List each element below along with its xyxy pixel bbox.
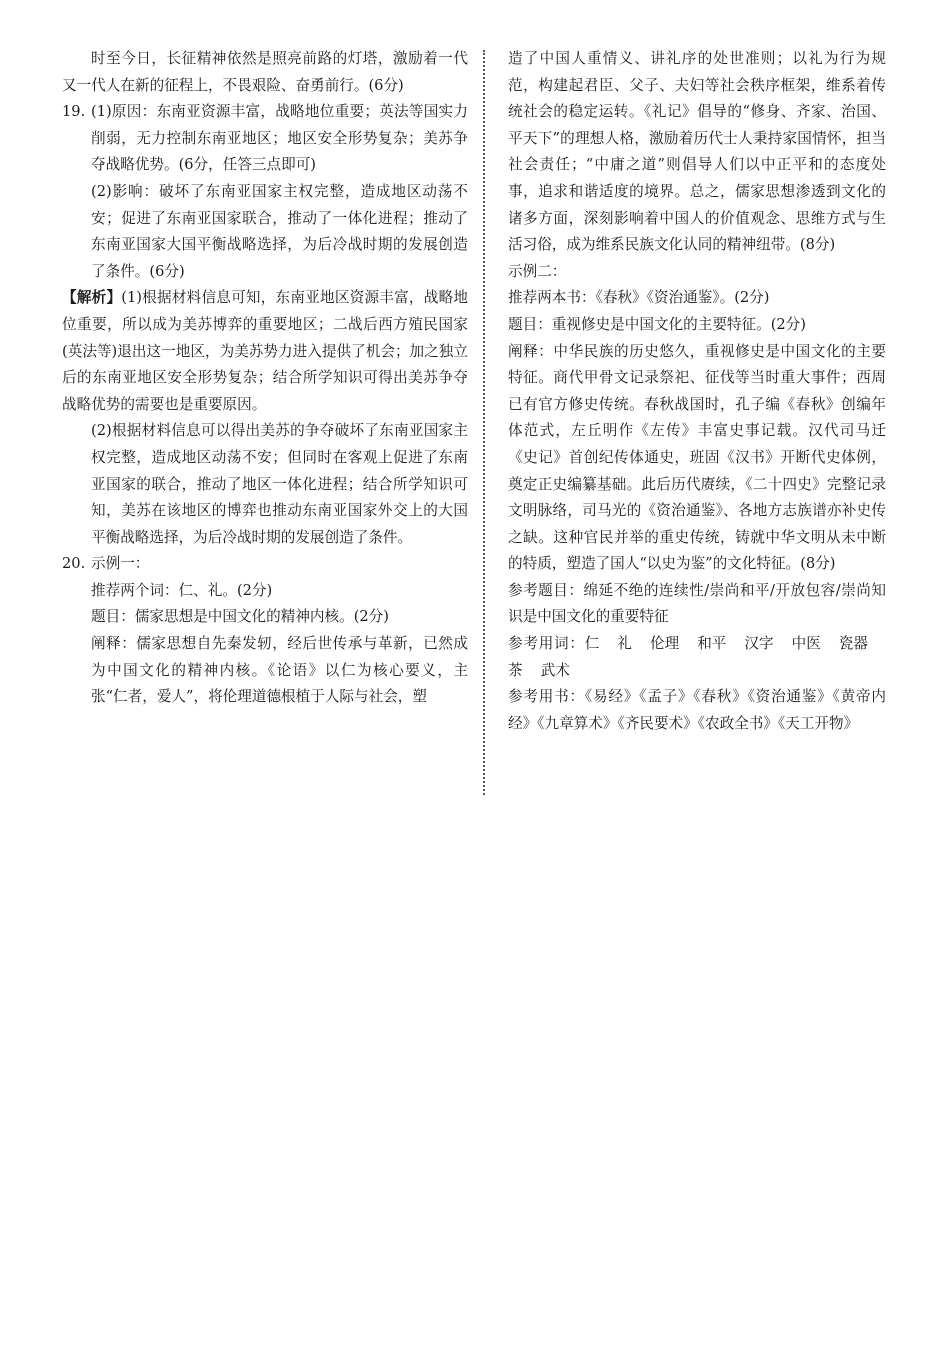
q20-reference-books: 参考用书：《易经》《孟子》《春秋》《资治通鉴》《黄帝内经》《九章算术》《齐民要术》《农政全书》《天工开物》 — [508, 688, 886, 732]
q20-recommended-words: 推荐两个词：仁、礼。(2分) — [91, 581, 273, 599]
q20-number: 20. — [62, 555, 86, 573]
q19-number: 19. — [62, 103, 86, 121]
q19-part1-text: (1)原因：东南亚资源丰富，战略地位重要；英法等国实力削弱，无力控制东南亚地区；地区安全形势复杂；美苏争夺战略优势。(6分，任答三点即可) — [91, 103, 468, 174]
q18-conclusion: 时至今日，长征精神依然是照亮前路的灯塔，激励着一代又一代人在新的征程上，不畏艰险、奋勇前行。(6分) — [62, 50, 468, 94]
reference-word: 和平 — [697, 635, 727, 653]
right-column — [508, 46, 886, 737]
q19-part2: (2)影响：破坏了东南亚国家主权完整，造成地区动荡不安；促进了东南亚国家联合，推动了一体化进程；推动了东南亚国家大国平衡战略选择，为后冷战时期的发展创造了条件。(6分) — [91, 182, 468, 280]
reference-word: 中医 — [791, 635, 821, 653]
reference-word: 伦理 — [649, 635, 680, 653]
q20-recommended-books: 推荐两本书：《春秋》《资治通鉴》。(2分) — [508, 289, 770, 307]
q19-analysis1 — [62, 285, 468, 418]
reference-word: 茶 — [508, 661, 523, 679]
reference-word: 仁 — [584, 635, 600, 653]
q19-part1 — [62, 99, 468, 179]
column-divider — [483, 50, 485, 795]
q20-title2: 题目：重视修史是中国文化的主要特征。(2分) — [508, 315, 806, 333]
q20-explanation2: 阐释：中华民族的历史悠久，重视修史是中国文化的主要特征。商代甲骨文记录祭祀、征伐等当时重大事件；西周已有官方修史传统。春秋战国时，孔子编《春秋》创编年体范式，左丘明作《左传》丰富史事记载。汉代司马迁《史记》首创纪传体通史，班固《汉书》开断代史体例，奠定正史编纂基础。此后历代赓续，《二十四史》完整记录文明脉络，司马光的《资治通鉴》、各地方志族谱亦补史传之缺。这种官民并举的重史传统，铸就中华文明从未中断的特质，塑造了国人“以史为鉴”的文化特征。(8分) — [508, 342, 886, 573]
q20-explanation-continued: 造了中国人重情义、讲礼序的处世准则；以礼为行为规范，构建起君臣、父子、夫妇等社会秩序框架，维系着传统社会的稳定运转。《礼记》倡导的“修身、齐家、治国、平天下”的理想人格，激励着历代士人秉持家国情怀，担当社会责任；“中庸之道”则倡导人们以中正平和的态度处事，追求和谐适度的境界。总之，儒家思想渗透到文化的诸多方面，深刻影响着中国人的价值观念、思维方式与生活习俗，成为维系民族文化认同的精神纽带。(8分) — [508, 50, 886, 254]
q20-example1-heading — [62, 551, 468, 578]
left-column — [62, 46, 468, 711]
q19-analysis2: (2)根据材料信息可以得出美苏的争夺破坏了东南亚国家主权完整，造成地区动荡不安；但同时在客观上促进了东南亚国家的联合，推动了地区一体化进程；结合所学知识可知，美苏在该地区的博弈也推动东南亚国家外交上的大国平衡战略选择，为后冷战时期的发展创造了条件。 — [91, 422, 468, 546]
q20-example2-label: 示例二： — [508, 262, 567, 280]
q20-reference-titles: 参考题目：绵延不绝的连续性/崇尚和平/开放包容/崇尚知识是中国文化的重要特征 — [508, 581, 886, 626]
q20-reference-words — [508, 631, 886, 684]
q19-analysis1-text: (1)根据材料信息可知，东南亚地区资源丰富，战略地位重要，所以成为美苏博弈的重要地区；二战后西方殖民国家(英法等)退出这一地区，为美苏势力进入提供了机会；加之独立后的东南亚地区安全形势复杂；结合所学知识可得出美苏争夺战略优势的需要也是重要原因。 — [62, 289, 468, 413]
reference-words-label: 参考用词： — [508, 635, 585, 653]
q20-explanation: 阐释：儒家思想自先秦发轫，经后世传承与革新，已然成为中国文化的精神内核。《论语》以仁为核心要义，主张“仁者，爱人”，将伦理道德根植于人际与社会，塑 — [91, 635, 468, 706]
reference-word: 汉字 — [744, 635, 774, 653]
reference-word: 武术 — [540, 661, 570, 679]
reference-word: 礼 — [617, 635, 632, 653]
q20-example1-label: 示例一： — [91, 555, 150, 573]
analysis-tag: 【解析】 — [62, 289, 122, 307]
q20-title: 题目：儒家思想是中国文化的精神内核。(2分) — [91, 608, 389, 626]
reference-word: 瓷器 — [838, 635, 868, 653]
